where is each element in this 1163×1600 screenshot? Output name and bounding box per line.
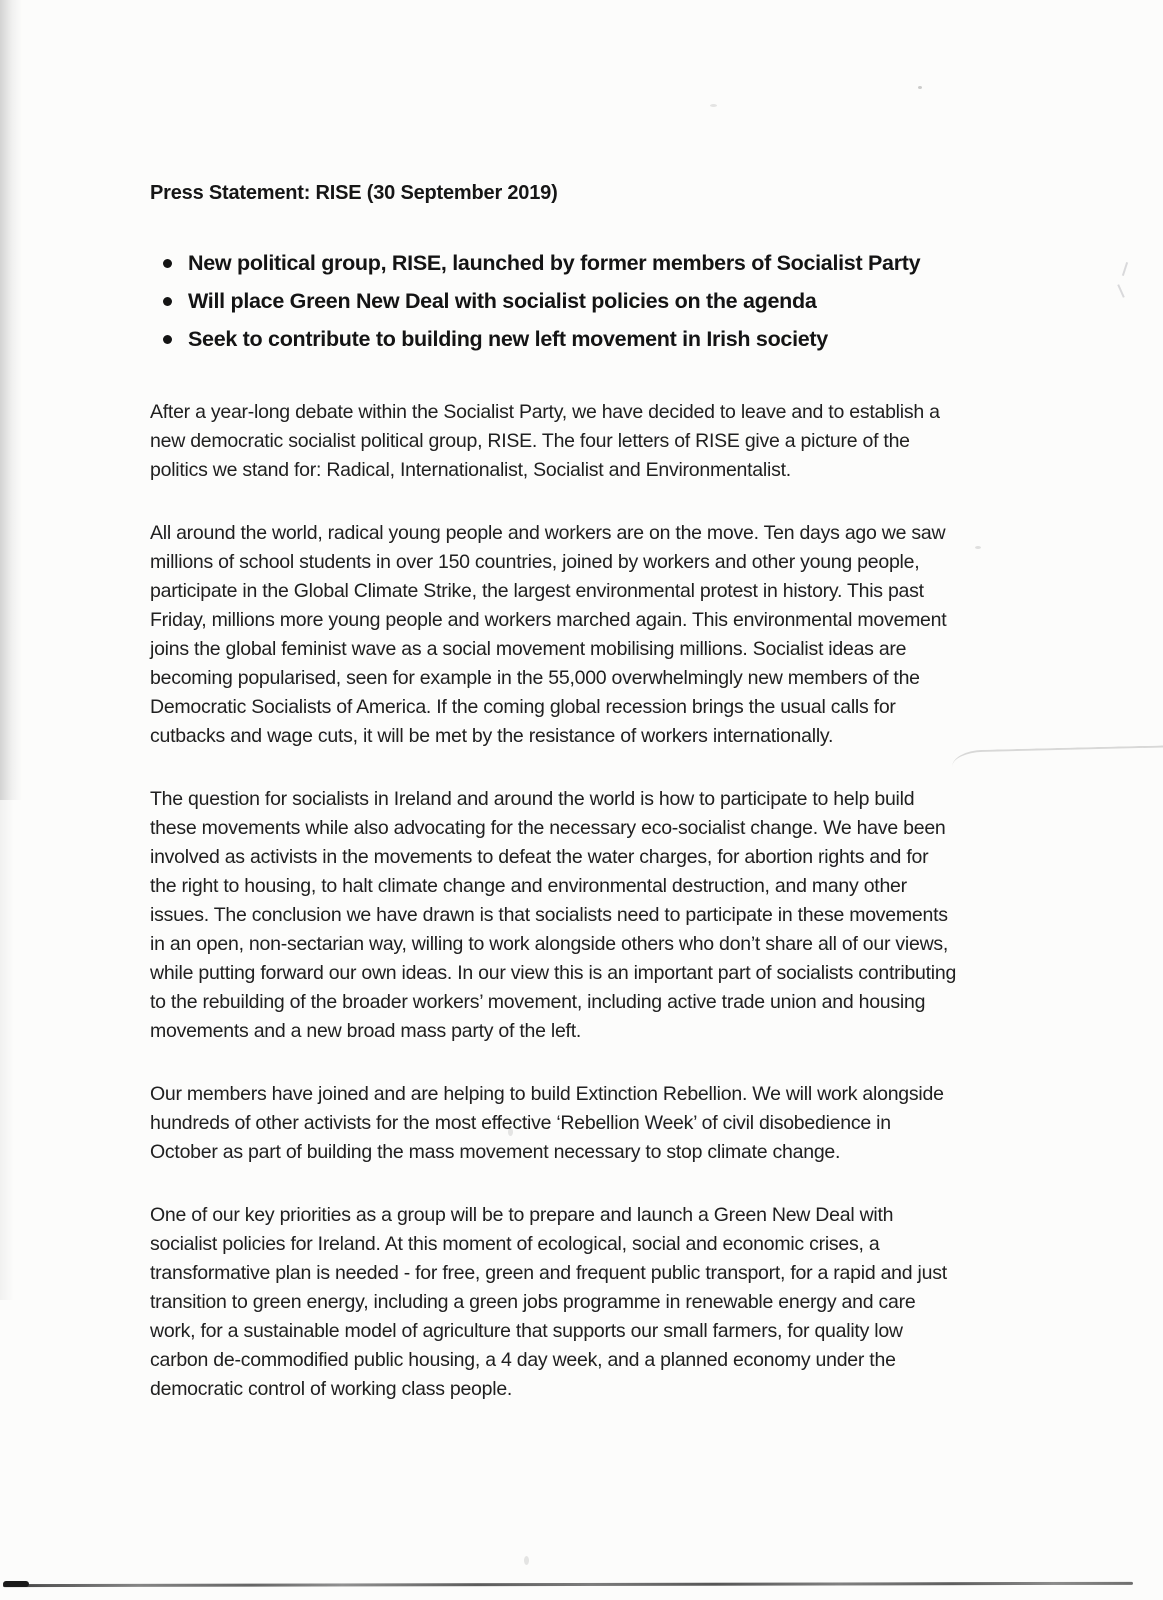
bullet-dot-icon	[163, 259, 172, 268]
document-body	[150, 398, 958, 1404]
bullet-item	[188, 282, 958, 320]
bullet-item	[188, 320, 958, 358]
scan-edge-artifact	[0, 0, 22, 800]
paragraph-question-for-socialists: The question for socialists in Ireland and around the world is how to participate to help build these movements while also advocating for the necessary eco-socialist change. We have been involved as activists in the movements to defeat the water charges, for abortion rights and for the right to housing, to halt climate change and environmental destruction, and many other issues. The conclusion we have drawn is that socialists need to participate in these movements in an open, non-sectarian way, willing to work alongside others who don’t share all of our views, while putting forward our own ideas. In our view this is an important part of socialists contributing to the rebuilding of the broader workers’ movement, including active trade union and housing movements and a new broad mass party of the left.	[150, 788, 957, 1042]
summary-bullet-list	[150, 244, 958, 358]
bullet-text: New political group, RISE, launched by former members of Socialist Party	[188, 251, 921, 275]
document-content	[150, 0, 958, 1438]
paper-crease-artifact	[952, 745, 1163, 766]
paragraph-intro: After a year-long debate within the Socialist Party, we have decided to leave and to establish a new democratic socialist political group, RISE. The four letters of RISE give a picture of the politics we stand for: Radical, Internationalist, Socialist and Environmentalist.	[150, 401, 940, 481]
scan-line-blob-artifact	[3, 1581, 29, 1587]
scan-speck-artifact	[524, 1556, 529, 1565]
document-title: Press Statement: RISE (30 September 2019)	[150, 182, 558, 204]
paragraph-extinction-rebellion: Our members have joined and are helping to build Extinction Rebellion. We will work alongside hundreds of other activists for the most effective ‘Rebellion Week’ of civil disobedience in October as part of building the mass movement necessary to stop climate change.	[150, 1083, 944, 1163]
bullet-item	[188, 244, 958, 282]
paragraph-global-movement: All around the world, radical young people and workers are on the move. Ten days ago we saw millions of school students in over 150 countries, joined by workers and other young people, participate in the Global Climate Strike, the largest environmental protest in history. This past Friday, millions more young people and workers marched again. This environmental movement joins the global feminist wave as a social movement mobilising millions. Socialist ideas are becoming popularised, seen for example in the 55,000 overwhelmingly new members of the Democratic Socialists of America. If the coming global recession brings the usual calls for cutbacks and wage cuts, it will be met by the resistance of workers internationally.	[150, 522, 947, 747]
pencil-mark-artifact	[1118, 262, 1132, 302]
bullet-text: Will place Green New Deal with socialist policies on the agenda	[188, 289, 817, 313]
scan-line-artifact	[3, 1582, 1133, 1587]
paragraph-green-new-deal: One of our key priorities as a group will be to prepare and launch a Green New Deal with socialist policies for Ireland. At this moment of ecological, social and economic crises, a transformative plan is needed - for free, green and frequent public transport, for a rapid and just transition to green energy, including a green jobs programme in renewable energy and care work, for a sustainable model of agriculture that supports our small farmers, for quality low carbon de-commodified public housing, a 4 day week, and a planned economy under the democratic control of working class people.	[150, 1204, 947, 1400]
bullet-dot-icon	[163, 297, 172, 306]
bullet-dot-icon	[163, 335, 172, 344]
scan-speck-artifact	[975, 546, 981, 549]
bullet-text: Seek to contribute to building new left movement in Irish society	[188, 327, 828, 351]
